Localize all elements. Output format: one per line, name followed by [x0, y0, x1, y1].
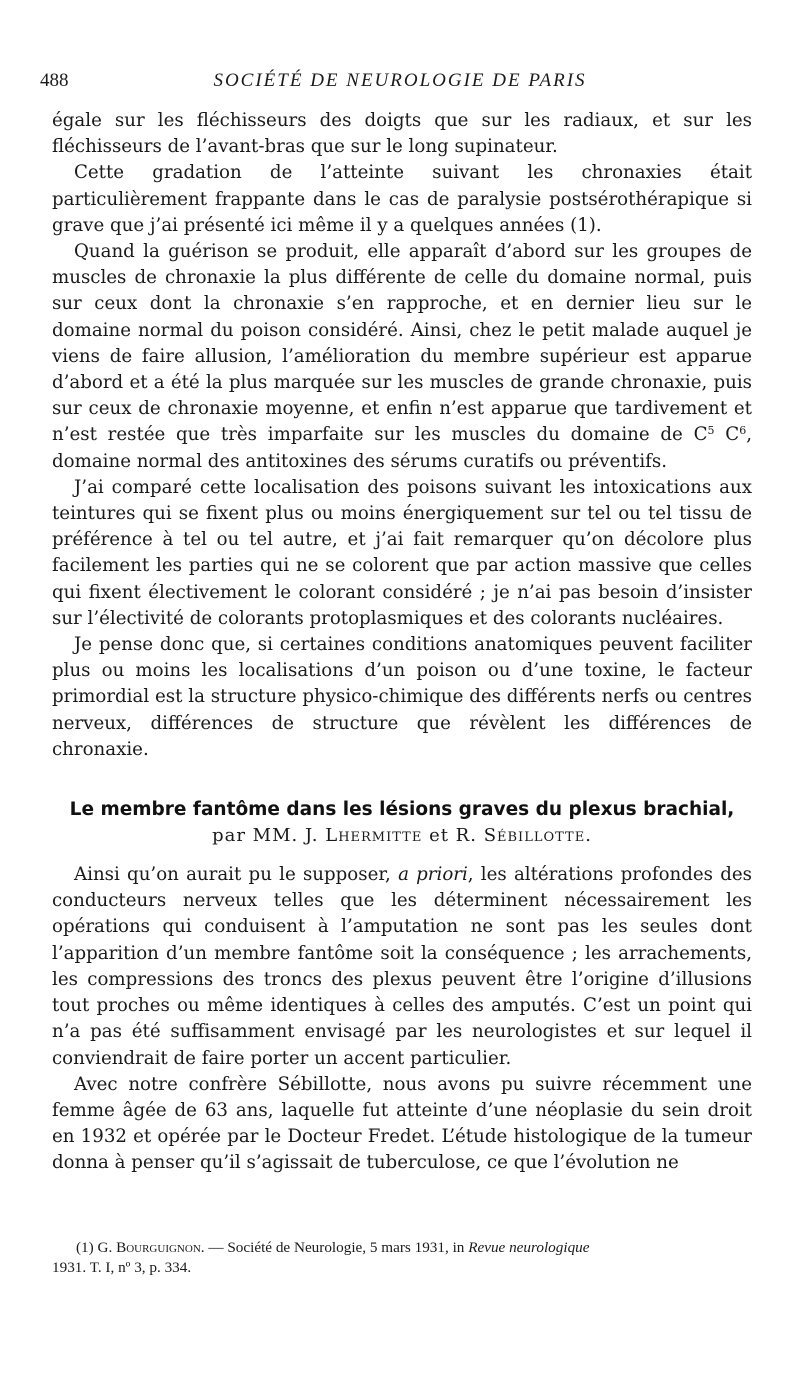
authors-and: et R. [429, 825, 477, 847]
formula-c: C [693, 424, 708, 446]
footnote-text: — Société de Neurologie, 5 mars 1931, in [208, 1239, 465, 1256]
running-title: SOCIÉTÉ DE NEUROLOGIE DE PARIS [213, 70, 587, 91]
footnote-journal: Revue neurologique [468, 1239, 590, 1256]
formula-c: C [725, 424, 740, 446]
article-title: Le membre fantôme dans les lésions graves du plexus brachial, [69, 799, 735, 821]
footnote-marker: (1) G. [76, 1239, 113, 1256]
footnote-line [52, 1238, 752, 1258]
running-header [40, 70, 760, 94]
paragraph-text: , domaine normal des antitoxines des sérums curatifs ou préventifs. [52, 424, 752, 472]
paragraph-text: Quand la guérison se produit, elle apparaît d’abord sur les groupes de muscles de chronaxie la plus différente de celle du domaine normal, puis sur ceux dont la chronaxie s’en rapproche, et en dernier lieu sur le domaine normal du poison considéré. Ainsi, chez le petit malade auquel je viens de faire allusion, l’amélioration du membre supérieur est apparue d’abord et a été la plus marquée sur les muscles de grande chronaxie, puis sur ceux de chronaxie moyenne, et enfin n’est apparue que tardivement et n’est restée que très imparfaite sur les muscles du domaine de [52, 241, 752, 446]
footnote-ref: 1931. T. I, nº 3, p. 334. [52, 1259, 192, 1276]
article-authors [52, 824, 752, 848]
page-number: 488 [40, 70, 69, 91]
paragraph-text: Ainsi qu’on aurait pu le supposer, [74, 864, 391, 886]
paragraph [52, 862, 752, 1072]
paragraph-continuation: égale sur les fléchisseurs des doigts que sur les radiaux, et sur les fléchisseurs de l’avant-bras que sur le long supinateur. [52, 110, 752, 158]
paragraph-text: , les altérations profondes des conducteurs nerveux telles que les déterminent nécessairement les opérations qui conduisent à l’amputation ne sont pas les seules dont l’apparition d’un membre fantôme soit la conséquence ; les arrachements, les compressions des troncs des plexus peuvent être l’origine d’illusions tout proches ou même identiques à celles des amputés. C’est un point qui n’a pas été suffisamment envisagé par les neurologistes et sur lequel il conviendrait de faire porter un accent particulier. [52, 864, 752, 1069]
paragraph [52, 239, 752, 475]
authors-prefix: par MM. J. [212, 825, 319, 847]
paragraph: J’ai comparé cette localisation des poisons suivant les intoxications aux teintures qui se fixent plus ou moins énergiquement sur tel ou tel tissu de préférence à tel ou tel autre, et j’ai fait remarquer qu’on décolore plus facilement les parties qui ne se colorent que par action massive que celles qui fixent électivement le colorant considéré ; je n’ai pas besoin d’insister sur l’électivité de colorants protoplasmiques et des colorants nucléaires. [52, 476, 752, 629]
author-name: Lhermitte [325, 825, 423, 847]
superscript: 6 [739, 424, 747, 438]
author-name: Sébillotte. [483, 825, 592, 847]
paragraph: Je pense donc que, si certaines conditions anatomiques peuvent faciliter plus ou moins les localisations d’un poison ou d’une toxine, le facteur primordial est la structure physico-chimique des différents nerfs ou centres nerveux, différences de structure que révèlent les différences de chronaxie. [52, 634, 752, 760]
paragraph: Cette gradation de l’atteinte suivant les chronaxies était particulièrement frappante dans le cas de paralysie postsérothérapique si grave que j’ai présenté ici même il y a quelques années (1). [52, 162, 752, 236]
footnote-author: Bourguignon. [116, 1239, 205, 1256]
text-body [52, 108, 752, 1177]
paragraph: Avec notre confrère Sébillotte, nous avons pu suivre récemment une femme âgée de 63 ans, laquelle fut atteinte d’une néoplasie du sein droit en 1932 et opérée par le Docteur Fredet. L’étude histologique de la tumeur donna à penser qu’il s’agissait de tuberculose, ce que l’évolution ne [52, 1073, 752, 1174]
italic-term: a priori [398, 864, 468, 886]
superscript: 5 [707, 424, 715, 438]
footnote [52, 1238, 752, 1278]
